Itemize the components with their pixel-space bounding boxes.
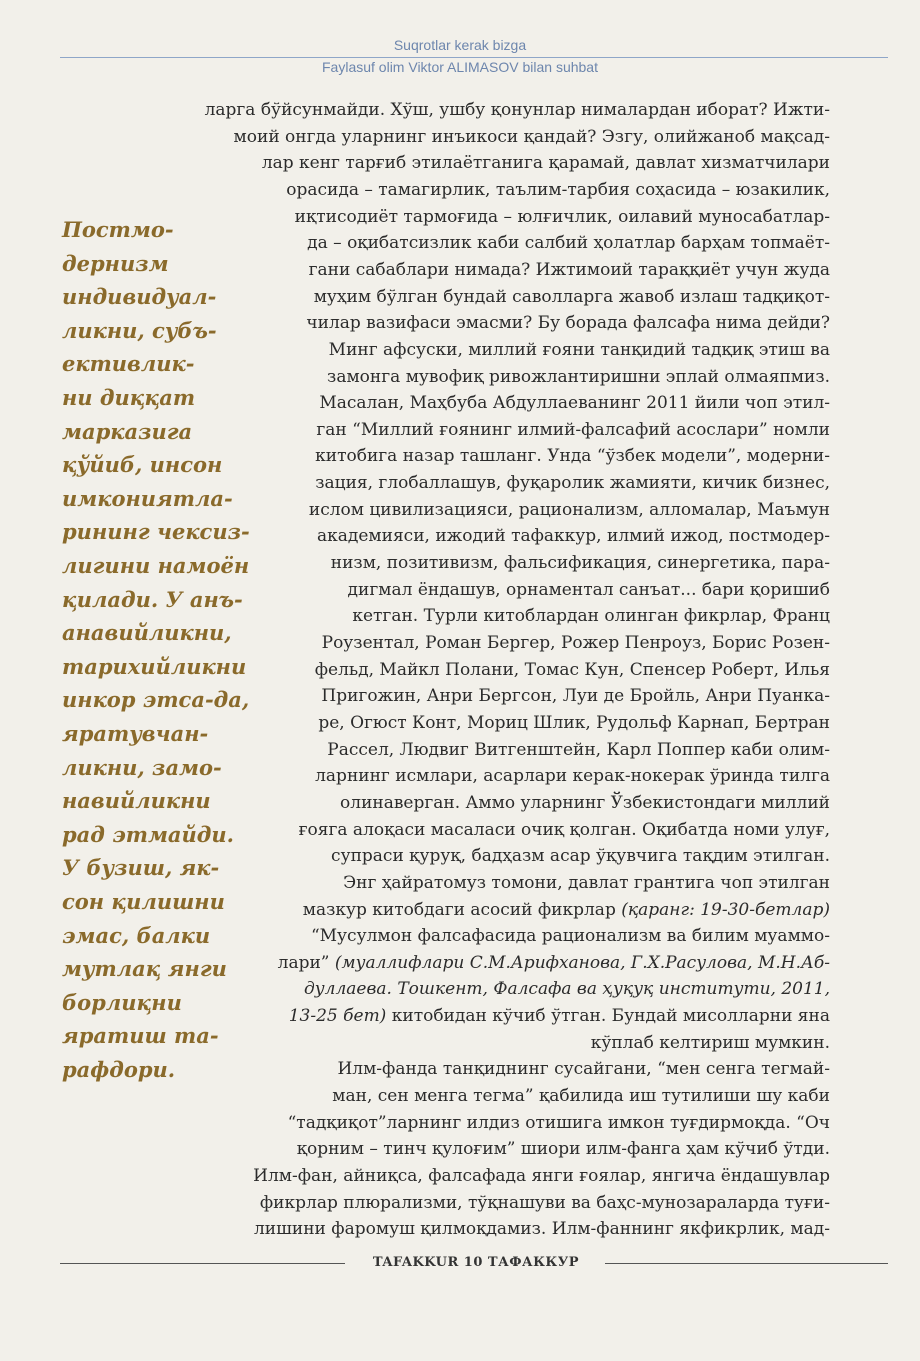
pull-quote-line: яратувчан-: [62, 721, 209, 746]
body-line: [218, 1083, 830, 1109]
pull-quote-line: марказига: [62, 418, 193, 444]
body-line: [258, 657, 830, 683]
pull-quote-line: мутлақ янги: [62, 956, 227, 982]
pull-quote-line: индивидуал-: [62, 284, 217, 310]
body-line-text: Илм-фан, айниқса, фалсафада янги ғоялар, янгича ёндашувлар: [253, 1166, 830, 1186]
body-line-text: зация, глобаллашув, фуқаролик жамияти, кичик бизнес,: [315, 473, 830, 494]
body-line-text: Илм-фанда танқиднинг сусайгани, “мен сенга тегмай-: [337, 1059, 830, 1080]
body-line: [242, 1003, 830, 1029]
running-header-subtitle: Faylasuf olim Viktor ALIMASOV bilan suhbat: [322, 59, 598, 75]
body-line-text: қорним – тинч қулоғим” шиори илм-фанга ҳам кўчиб ўтди.: [296, 1139, 830, 1160]
footer-rule-left: [60, 1263, 345, 1264]
pull-quote-line: қўйиб, инсон: [62, 452, 223, 478]
body-line: [216, 1110, 830, 1136]
body-line: [242, 257, 830, 283]
body-line: [258, 443, 830, 469]
body-line-text: ғояга алоқаси масаласи очиқ қолган. Оқибатда номи улуғ,: [298, 819, 830, 840]
body-line: [258, 470, 830, 496]
body-line-text: фикрлар плюрализми, тўқнашуви ва баҳс-мунозараларда туғи-: [259, 1192, 830, 1213]
body-line: [262, 417, 830, 443]
body-line: [198, 150, 830, 176]
body-line: [204, 1163, 830, 1189]
body-line-text: ре, Огюст Конт, Мориц Шлик, Рудольф Карнап, Бертран: [318, 712, 830, 733]
body-line-text: супраси қуруқ, бадҳазм асар ўқувчига тақдим этилган.: [331, 846, 830, 867]
body-line-text: ган “Миллий ғоянинг илмий-фалсафий асослари” номли: [316, 419, 830, 440]
body-line: [176, 1216, 830, 1242]
pull-quote-line: тарихийликни: [62, 653, 247, 679]
body-line: [258, 923, 830, 949]
body-line-text: дигмал ёндашув, орнаментал санъат... бари қоришиб: [347, 579, 830, 600]
body-line: [258, 577, 830, 603]
pull-quote-line: имкониятла-: [62, 485, 233, 511]
body-line: [258, 710, 830, 736]
body-line: [258, 817, 830, 843]
body-line: [258, 870, 830, 896]
body-line-text: ман, сен менга тегма” қабилида иш тутилиши шу каби: [332, 1086, 830, 1107]
pull-quote-line: навийликни: [62, 788, 211, 814]
body-line-text: лар кенг тарғиб этилаётганига қарамай, давлат хизматчилари: [261, 153, 830, 174]
body-line: [242, 337, 830, 363]
body-line-text: лишини фаромуш қилмоқдамиз. Илм-фаннинг якфикрлик, мад-: [253, 1219, 830, 1240]
pull-quote-line: анавийликни,: [62, 620, 232, 646]
body-line-text: кетган. Турли китоблардан олинган фикрлар, Франц: [352, 606, 830, 627]
footer-rule-right: [605, 1263, 888, 1264]
body-line: [258, 950, 830, 976]
body-line: [188, 1136, 830, 1162]
body-line-text: лари”: [277, 952, 330, 973]
footer-page-label: TAFAKKUR 10 ТАФАККУР: [372, 1255, 580, 1270]
body-line-text: Пригожин, Анри Бергсон, Луи де Бройль, Анри Пуанка-: [321, 686, 830, 707]
pull-quote-line: рад этмайди.: [62, 821, 234, 847]
pull-quote-line: У бузиш, як-: [62, 855, 220, 881]
body-line-text: Минг афсуски, миллий ғояни танқидий тадқиқ этиш ва: [328, 339, 830, 360]
body-line-text: кўплаб келтириш мумкин.: [590, 1032, 830, 1053]
body-line: [118, 97, 830, 123]
body-line-text: академияси, ижодий тафаккур, илмий ижод, постмодер-: [316, 526, 830, 547]
body-line-text: “тадқиқот”ларнинг илдиз отишига имкон туғдирмоқда. “Оч: [287, 1112, 830, 1133]
body-line: [258, 523, 830, 549]
pull-quote-line: инкор этса-да,: [62, 687, 250, 713]
body-line: [252, 364, 830, 390]
body-line-text: Масалан, Маҳбуба Абдуллаеванинг 2011 йили чоп этил-: [319, 393, 830, 414]
pull-quote-line: ликни, замо-: [62, 754, 222, 780]
pull-quote-line: яратиш та-: [62, 1023, 219, 1049]
body-line: [242, 284, 830, 310]
body-line-text: иқтисодиёт тармоғида – юлғичлик, оилавий муносабатлар-: [294, 206, 830, 227]
body-line: [258, 737, 830, 763]
body-line-text: “Мусулмон фалсафасида рационализм ва билим муаммо-: [310, 926, 830, 947]
body-line: [258, 630, 830, 656]
body-line-text: олинаверган. Аммо уларнинг Ўзбекистондаги миллий: [340, 792, 830, 813]
body-line-text: Рассел, Людвиг Витгенштейн, Карл Поппер каби олим-: [327, 739, 830, 760]
body-line-text: чилар вазифаси эмасми? Бу борада фалсафа нима дейди?: [306, 313, 830, 334]
body-line: [258, 683, 830, 709]
body-line: [210, 177, 830, 203]
pull-quote-line: ликни, субъ-: [62, 317, 217, 343]
body-line: [170, 124, 830, 150]
body-line: [258, 497, 830, 523]
running-header-title: Suqrotlar kerak bizga: [393, 37, 527, 53]
body-line: [236, 1030, 830, 1056]
body-line-text: Роузентал, Роман Бергер, Рожер Пенроуз, Борис Розен-: [321, 633, 830, 653]
body-line-ref: китобидан кўчиб ўтган. Бундай мисолларни яна: [386, 1006, 830, 1027]
body-line: [258, 1056, 830, 1082]
body-line-ref: (қаранг: 19-30-бетлар): [615, 899, 830, 920]
body-line-text: да – оқибатсизлик каби салбий ҳолатлар барҳам топмаёт-: [307, 233, 830, 254]
body-line-text: Энг ҳайратомуз томони, давлат грантига чоп этилган: [343, 872, 830, 893]
body-line-text: гани сабаблари нимада? Ижтимоий тараққиёт учун жуда: [308, 259, 830, 280]
body-line-text: ислом цивилизацияси, рационализм, алломалар, Маъмун: [308, 499, 830, 520]
body-line: [228, 230, 830, 256]
body-line: [186, 1190, 830, 1216]
body-line: [258, 843, 830, 869]
body-line-text: замонга мувофиқ ривожлантиришни эплай олмаяпмиз.: [327, 366, 830, 387]
body-line-text: китобига назар ташланг. Унда “ўзбек модели”, модерни-: [315, 446, 830, 467]
pull-quote-line: қилади. У анъ-: [62, 586, 243, 612]
body-line: [250, 976, 830, 1002]
body-line-text: моий онгда уларнинг инъикоси қандай? Эзгу, олийжаноб мақсад-: [233, 126, 830, 147]
body-line-text: ларнинг исмлари, асарлари керак-нокерак ўринда тилга: [315, 766, 830, 787]
pull-quote-line: рафдори.: [62, 1057, 176, 1082]
pull-quote-line: ни диққат: [62, 385, 196, 410]
pull-quote-line: эмас, балки: [62, 922, 211, 948]
body-line-text: 13-25 бет): [288, 1006, 387, 1027]
body-line-text: мазкур китобдаги асосий фикрлар: [302, 899, 616, 920]
body-line: [258, 390, 830, 416]
body-line-text: муҳим бўлган бундай саволларга жавоб излаш тадқиқот-: [313, 286, 830, 307]
body-line: [258, 897, 830, 923]
pull-quote-line: рининг чексиз-: [62, 519, 250, 545]
pull-quote-line: сон қилишни: [62, 889, 225, 914]
pull-quote-line: борлиқни: [62, 989, 182, 1015]
pull-quote-line: дернизм: [62, 250, 169, 276]
body-line-text: низм, позитивизм, фальсификация, синергетика, пара-: [330, 553, 830, 574]
pull-quote-line: ективлик-: [62, 351, 195, 377]
body-line-ref: (муаллифлари С.М.Арифханова, Г.Х.Расулова, М.Н.Аб-: [329, 952, 830, 973]
body-line: [244, 310, 830, 336]
pull-quote-line: лигини намоён: [62, 553, 250, 578]
body-line-text: фельд, Майкл Полани, Томас Кун, Спенсер Роберт, Илья: [314, 659, 830, 680]
body-line: [258, 550, 830, 576]
body-line: [228, 204, 830, 230]
body-line-text: орасида – тамагирлик, таълим-тарбия соҳасида – юзакилик,: [286, 179, 830, 200]
body-line: [258, 603, 830, 629]
header-rule: [60, 57, 888, 58]
body-line: [258, 763, 830, 789]
body-line-text: ларга бўйсунмайди. Хўш, ушбу қонунлар нималардан иборат? Ижти-: [204, 100, 830, 120]
body-line: [258, 790, 830, 816]
pull-quote-line: Постмо-: [62, 217, 174, 242]
body-line-text: дуллаева. Тошкент, Фалсафа ва ҳуқуқ институти, 2011,: [304, 979, 830, 1000]
